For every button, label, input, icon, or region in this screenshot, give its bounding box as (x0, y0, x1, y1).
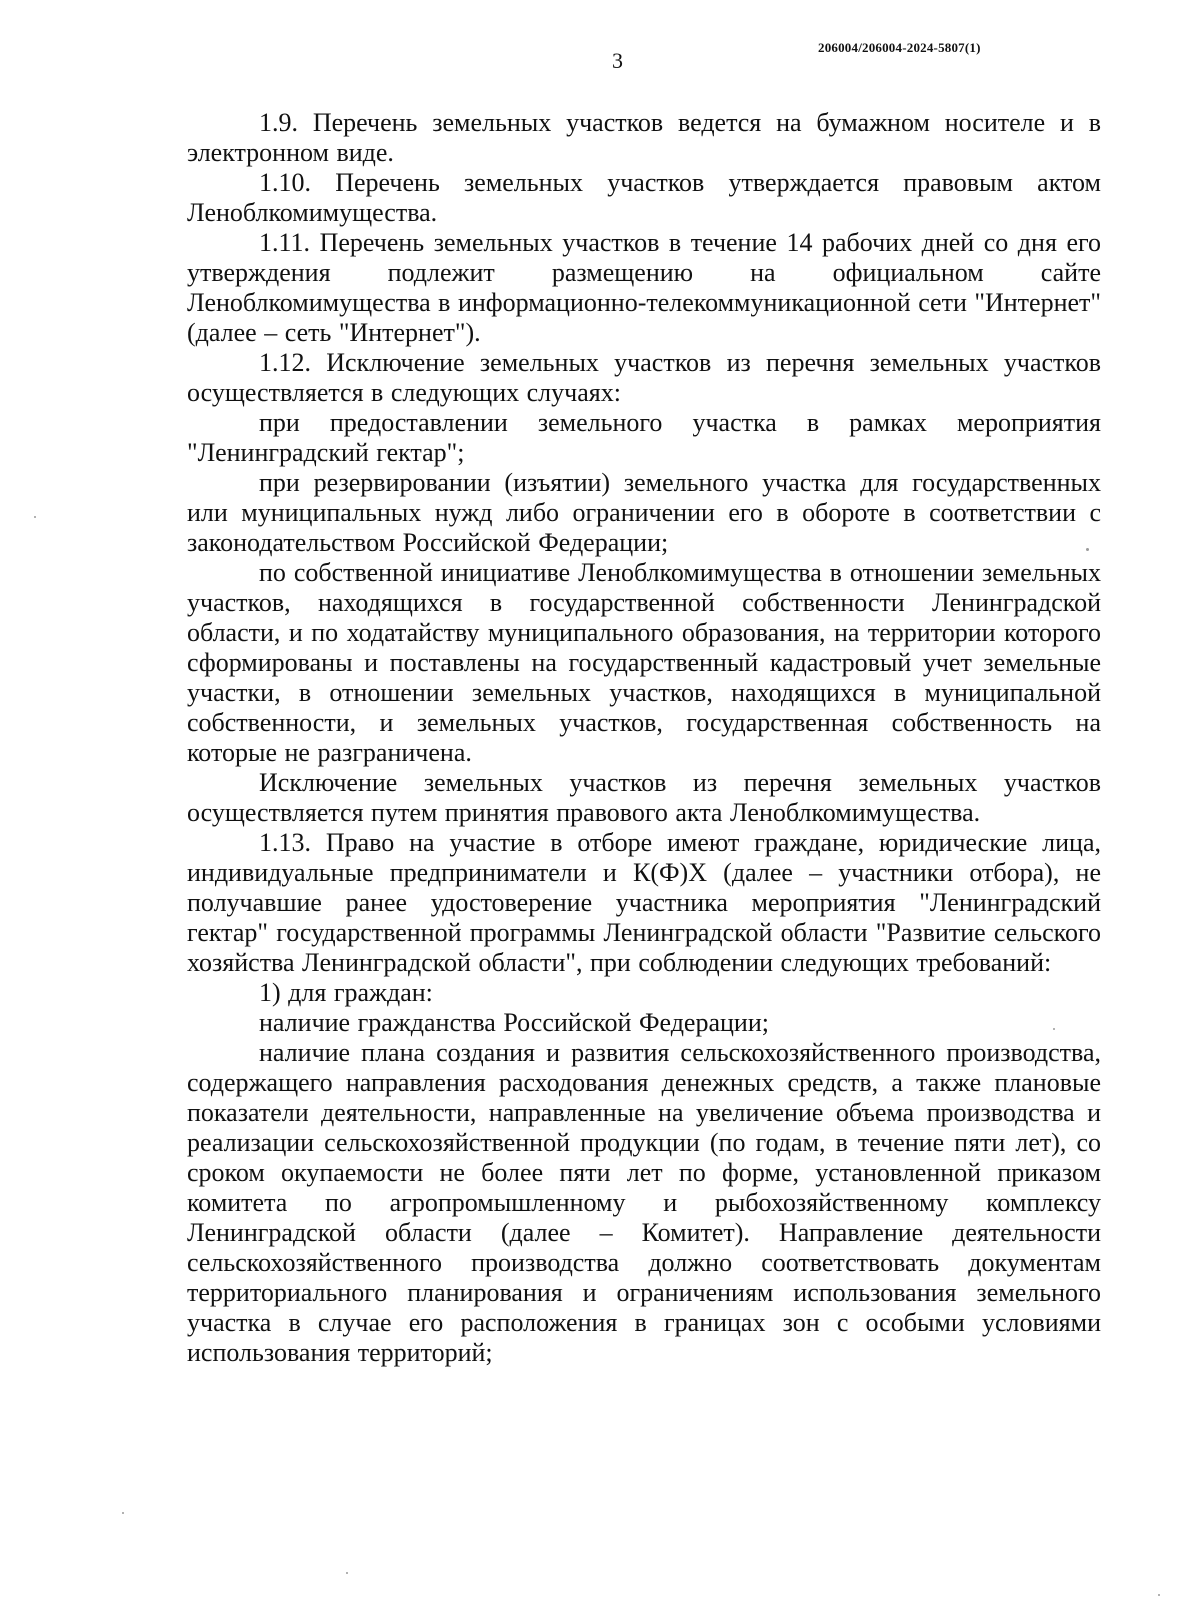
scan-speck (346, 1572, 348, 1574)
list-item-own-initiative: по собственной инициативе Леноблкомимущества в отношении земельных участков, находящихся в государственной собственности Ленинградской области, и по ходатайству муниципального образования, на территории которого сформированы и поставлены на государственный кадастровый учет земельные участки, в отношении земельных участков, находящихся в муниципальной собственности, и земельных участков, государственная собственность на которые не разграничена. (187, 558, 1101, 767)
paragraph-1-9: 1.9. Перечень земельных участков ведется на бумажном носителе и в электронном виде. (187, 108, 1101, 167)
paragraph-exclusion-procedure: Исключение земельных участков из перечня земельных участков осуществляется путем принятия правового акта Леноблкомимущества. (187, 768, 1101, 827)
document-id: 206004/206004-2024-5807(1) (818, 40, 981, 55)
page-number: 3 (612, 48, 623, 73)
scan-speck (1086, 548, 1089, 551)
scan-speck (1053, 1028, 1055, 1030)
requirement-production-plan: наличие плана создания и развития сельскохозяйственного производства, содержащего направления расходования денежных средств, а также плановые показатели деятельности, направленные на увеличение объема производства и реализации сельскохозяйственной продукции (по годам, в течение пяти лет), со сроком окупаемости не более пяти лет по форме, установленной приказом комитета по агропромышленному и рыбохозяйственному комплексу Ленинградской области (далее – Комитет). Направление деятельности сельскохозяйственного производства должно соответствовать документам территориального планирования и ограничениям использования земельного участка в случае его расположения в границах зон с особыми условиями использования территорий; (187, 1038, 1101, 1367)
requirement-citizenship: наличие гражданства Российской Федерации; (259, 1008, 769, 1037)
scan-speck (1158, 1594, 1160, 1596)
scan-speck (122, 1512, 124, 1514)
paragraph-1-13: 1.13. Право на участие в отборе имеют граждане, юридические лица, индивидуальные предприниматели и К(Ф)Х (далее – участники отбора), не получавшие ранее удостоверение участника мероприятия "Ленинградский гектар" государственной программы Ленинградской области "Развитие сельского хозяйства Ленинградской области", при соблюдении следующих требований: (187, 828, 1101, 977)
document-body (187, 108, 1101, 1368)
list-item-reservation: при резервировании (изъятии) земельного участка для государственных или муниципальных нужд либо ограничении его в обороте в соответствии с законодательством Российской Федерации; (187, 468, 1101, 557)
list-item-leningrad-hectare: при предоставлении земельного участка в рамках мероприятия "Ленинградский гектар"; (187, 408, 1101, 467)
paragraph-1-10: 1.10. Перечень земельных участков утверждается правовым актом Леноблкомимущества. (187, 168, 1101, 227)
subheading-for-citizens: 1) для граждан: (259, 978, 433, 1007)
scan-speck (34, 516, 36, 518)
paragraph-1-11: 1.11. Перечень земельных участков в течение 14 рабочих дней со дня его утверждения подлежит размещению на официальном сайте Леноблкомимущества в информационно-телекоммуникационной сети "Интернет" (далее – сеть "Интернет"). (187, 228, 1101, 347)
paragraph-1-12: 1.12. Исключение земельных участков из перечня земельных участков осуществляется в следующих случаях: (187, 348, 1101, 407)
